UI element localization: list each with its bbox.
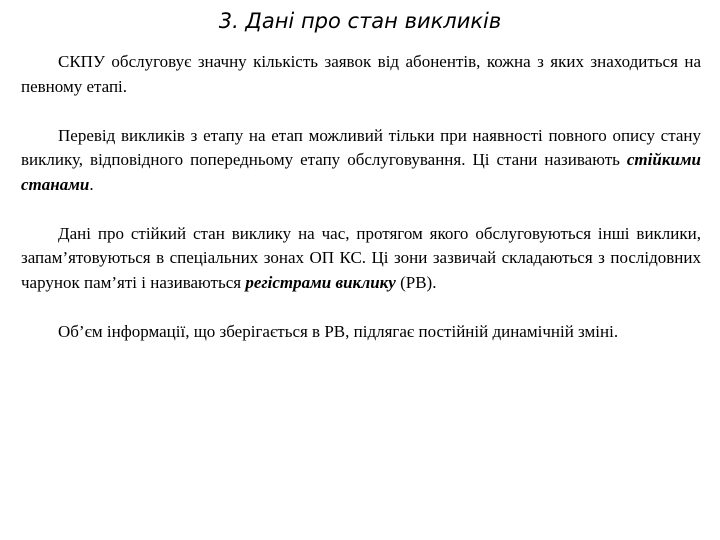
paragraph-3-end: (РВ). — [395, 272, 437, 292]
paragraph-1: СКПУ обслуговує значну кількість заявок від абонентів, кожна з яких знаходиться на певному етапі. — [21, 52, 701, 96]
paragraph-4: Об’єм інформації, що зберігається в РВ, підлягає постійній динамічній зміні. — [58, 321, 619, 341]
body-text — [21, 50, 701, 369]
term-call-registers: регістрами виклику — [245, 272, 396, 292]
paragraph-2-end: . — [89, 174, 94, 194]
slide-title: 3. Дані про стан викликів — [218, 9, 502, 33]
paragraph-2-text: Перевід викликів з етапу на етап можливий тільки при наявності повного опису стану виклику, відповідного попередньому етапу обслуговування. Ці стани називають — [21, 125, 701, 169]
term-stable-states: стійкими станами — [21, 150, 701, 194]
paragraph-2 — [21, 124, 701, 198]
paragraph-3 — [21, 222, 701, 296]
paragraph-3-text: Дані про стійкий стан виклику на час, протягом якого обслуговуються інші виклики, запам’ятовуються в спеціальних зонах ОП КС. Ці зони зазвичай складаються з послідовних чарунок пам’яті і називаються — [21, 223, 701, 292]
